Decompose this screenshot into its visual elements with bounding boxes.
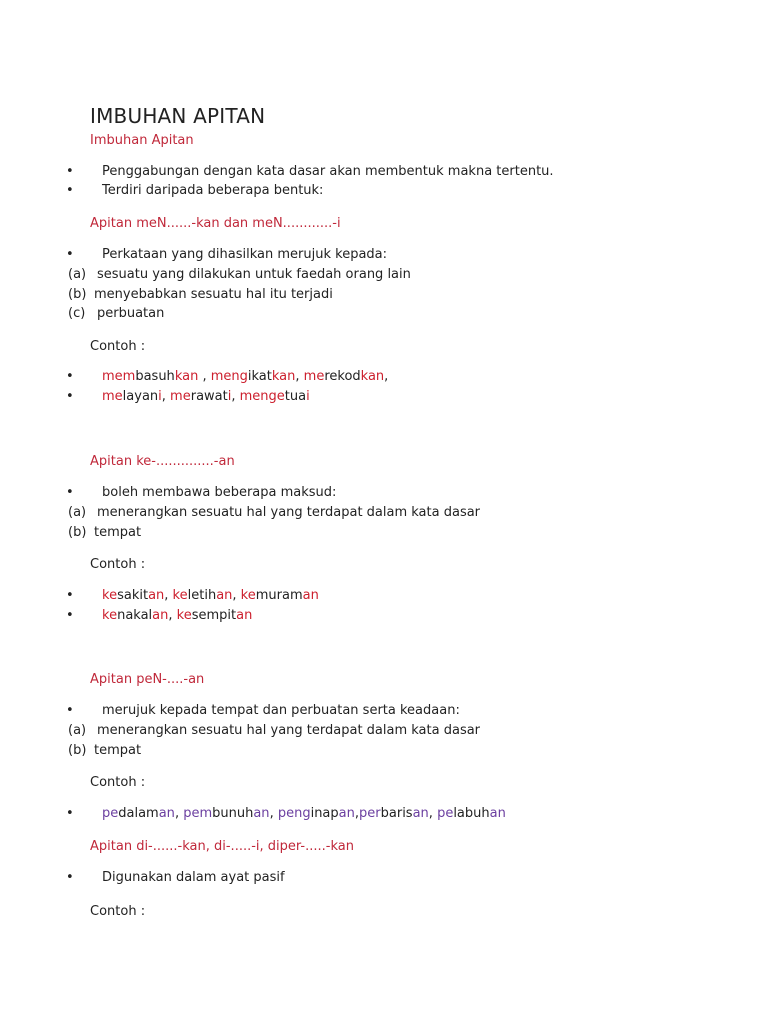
bullet-icon xyxy=(66,368,74,386)
affix-segment: i xyxy=(158,389,162,404)
affix-segment: pe xyxy=(102,806,119,821)
root-segment: rekod xyxy=(324,369,361,384)
affix-segment: pem xyxy=(183,806,213,821)
bullet-icon xyxy=(66,587,74,605)
affix-segment: mem xyxy=(102,369,136,384)
root-segment: basuh xyxy=(135,369,175,384)
item-text: menerangkan sesuatu hal yang terdapat dalam kata dasar xyxy=(97,723,481,738)
subtitle: Imbuhan Apitan xyxy=(90,133,194,148)
root-segment: baris xyxy=(380,806,413,821)
affix-segment: ke xyxy=(172,588,188,603)
section-note: boleh membawa beberapa maksud: xyxy=(102,485,337,500)
root-segment: , xyxy=(354,806,360,821)
root-segment: , xyxy=(168,608,177,623)
root-segment: , xyxy=(428,806,438,821)
item-label: (a) xyxy=(68,267,87,282)
affix-segment: meng xyxy=(210,369,248,384)
root-segment: labuh xyxy=(453,806,490,821)
intro-line: Terdiri daripada beberapa bentuk: xyxy=(102,183,324,198)
affix-segment: me xyxy=(102,389,123,404)
item-label: (c) xyxy=(68,306,86,321)
bullet-icon xyxy=(66,182,74,200)
contoh-label: Contoh : xyxy=(90,904,146,919)
root-segment: bunuh xyxy=(212,806,254,821)
example-line xyxy=(102,388,310,406)
affix-segment: an xyxy=(216,588,233,603)
affix-segment: menge xyxy=(239,389,285,404)
affix-segment: me xyxy=(303,369,325,384)
root-segment: ikat xyxy=(247,369,272,384)
affix-segment: i xyxy=(227,389,232,404)
section-note: Perkataan yang dihasilkan merujuk kepada: xyxy=(102,247,388,262)
bullet-icon xyxy=(66,702,74,720)
root-segment: tua xyxy=(284,389,307,404)
item-label: (b) xyxy=(68,743,87,758)
root-segment: , xyxy=(384,369,389,384)
root-segment: inap xyxy=(310,806,339,821)
affix-segment: i xyxy=(306,389,310,404)
affix-segment: ke xyxy=(176,608,192,623)
affix-segment: kan xyxy=(174,369,199,384)
bullet-icon xyxy=(66,805,74,823)
affix-segment: an xyxy=(489,806,506,821)
affix-segment: an xyxy=(412,806,429,821)
root-segment: , xyxy=(269,806,278,821)
section-heading: Apitan di-......-kan, di-.....-i, diper-.....-kan xyxy=(90,839,354,854)
bullet-icon xyxy=(66,869,74,887)
root-segment: rawat xyxy=(190,389,228,404)
section-heading: Apitan peN-....-an xyxy=(90,672,205,687)
example-line xyxy=(102,368,388,386)
example-line xyxy=(102,587,319,605)
root-segment: , xyxy=(232,588,241,603)
root-segment: layan xyxy=(122,389,159,404)
affix-segment: an xyxy=(253,806,270,821)
bullet-icon xyxy=(66,388,74,406)
root-segment: , xyxy=(161,389,171,404)
root-segment: sempit xyxy=(191,608,237,623)
bullet-icon xyxy=(66,246,74,264)
affix-segment: per xyxy=(359,806,381,821)
affix-segment: an xyxy=(302,588,319,603)
contoh-label: Contoh : xyxy=(90,339,146,354)
section-heading: Apitan ke-..............-an xyxy=(90,454,235,469)
item-text: tempat xyxy=(94,743,142,758)
section-note: Digunakan dalam ayat pasif xyxy=(102,870,285,885)
affix-segment: an xyxy=(236,608,253,623)
root-segment: letih xyxy=(187,588,217,603)
item-label: (a) xyxy=(68,723,87,738)
affix-segment: an xyxy=(152,608,169,623)
item-label: (b) xyxy=(68,525,87,540)
item-label: (b) xyxy=(68,287,87,302)
item-text: tempat xyxy=(94,525,142,540)
bullet-icon xyxy=(66,484,74,502)
item-text: menyebabkan sesuatu hal itu terjadi xyxy=(94,287,333,302)
section-note: merujuk kepada tempat dan perbuatan serta keadaan: xyxy=(102,703,460,718)
example-line xyxy=(102,607,252,625)
item-text: menerangkan sesuatu hal yang terdapat dalam kata dasar xyxy=(97,505,481,520)
root-segment: , xyxy=(295,369,304,384)
root-segment: sakit xyxy=(117,588,149,603)
item-text: perbuatan xyxy=(97,306,165,321)
contoh-label: Contoh : xyxy=(90,775,146,790)
root-segment: , xyxy=(174,806,184,821)
root-segment: , xyxy=(198,369,211,384)
affix-segment: an xyxy=(148,588,165,603)
affix-segment: an xyxy=(158,806,175,821)
affix-segment: kan xyxy=(271,369,296,384)
root-segment: dalam xyxy=(118,806,159,821)
affix-segment: an xyxy=(338,806,355,821)
bullet-icon xyxy=(66,163,74,181)
item-text: sesuatu yang dilakukan untuk faedah orang lain xyxy=(97,267,411,282)
page-title: IMBUHAN APITAN xyxy=(90,104,266,128)
root-segment: muram xyxy=(255,588,303,603)
affix-segment: ke xyxy=(102,588,118,603)
intro-line: Penggabungan dengan kata dasar akan membentuk makna tertentu. xyxy=(102,164,554,179)
affix-segment: kan xyxy=(360,369,385,384)
affix-segment: ke xyxy=(240,588,256,603)
affix-segment: me xyxy=(170,389,191,404)
affix-segment: peng xyxy=(277,806,311,821)
item-label: (a) xyxy=(68,505,87,520)
root-segment: , xyxy=(231,389,240,404)
section-heading: Apitan meN......-kan dan meN............-i xyxy=(90,216,341,231)
root-segment: nakal xyxy=(117,608,153,623)
affix-segment: ke xyxy=(102,608,118,623)
affix-segment: pe xyxy=(437,806,454,821)
root-segment: , xyxy=(164,588,173,603)
example-line xyxy=(102,805,506,823)
bullet-icon xyxy=(66,607,74,625)
contoh-label: Contoh : xyxy=(90,557,146,572)
